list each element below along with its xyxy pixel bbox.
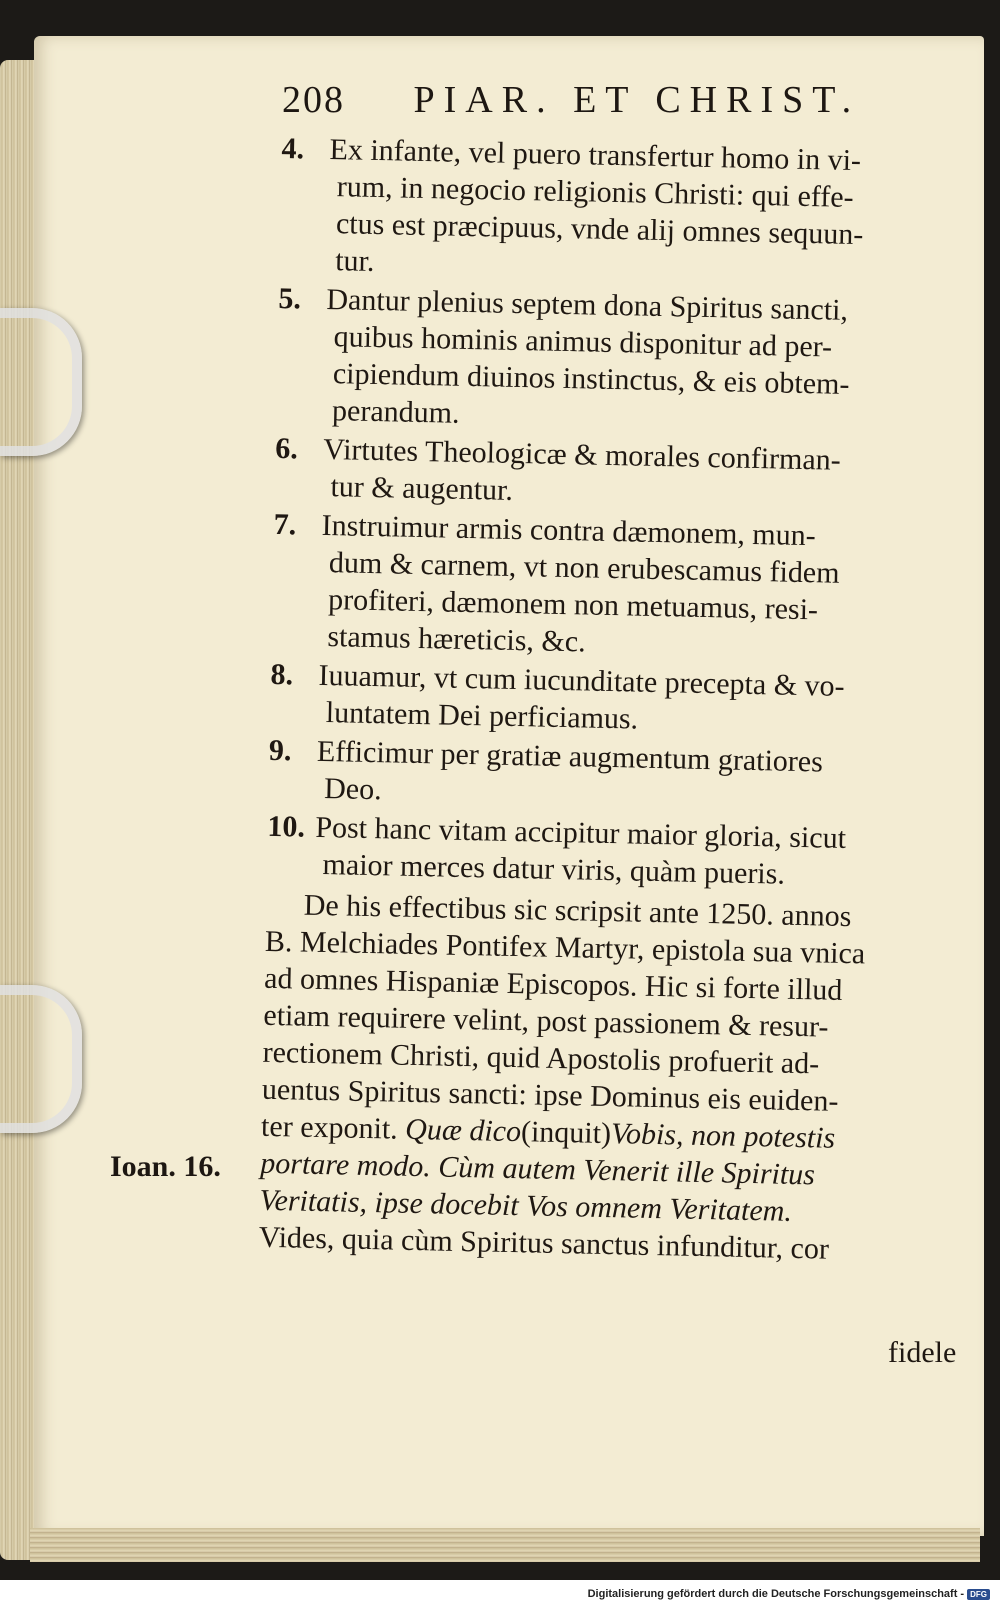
item-number: 4. bbox=[281, 131, 305, 166]
item-number: 7. bbox=[273, 507, 297, 542]
text-line: profiteri, dæmonem non metuamus, resi- bbox=[327, 583, 819, 627]
dfg-logo: DFG bbox=[967, 1589, 990, 1600]
list-item bbox=[268, 732, 949, 820]
text-line: etiam requirere velint, post passionem & resur- bbox=[263, 998, 829, 1044]
list-item bbox=[279, 130, 962, 292]
text-line: ctus est præcipuus, vnde alij omnes sequun- bbox=[335, 207, 864, 252]
page-clip-top bbox=[0, 308, 82, 456]
text-line: stamus hæreticis, &c. bbox=[327, 620, 586, 659]
text-line: quibus hominis animus disponitur ad per- bbox=[333, 320, 833, 364]
text-line: Instruimur armis contra dæmonem, mun- bbox=[321, 508, 817, 553]
text-line: luntatem Dei perficiamus. bbox=[325, 696, 639, 736]
roman-text: ter exponit. bbox=[260, 1109, 406, 1146]
item-number: 5. bbox=[278, 281, 302, 316]
italic-line: portare modo. Cùm autem Venerit ille Spiritus bbox=[260, 1146, 816, 1192]
main-text bbox=[258, 130, 961, 1270]
text-line: perandum. bbox=[331, 394, 460, 430]
text-line: dum & carnem, vt non erubescamus fidem bbox=[328, 546, 840, 590]
text-line: B. Melchiades Pontifex Martyr, epistola sua vnica bbox=[264, 924, 866, 971]
text-line: Virtutes Theologicæ & morales confirman- bbox=[322, 432, 842, 477]
text-line: Ex infante, vel puero transfertur homo in vi- bbox=[329, 133, 862, 178]
list-item bbox=[271, 506, 954, 668]
digitization-credit bbox=[588, 1588, 990, 1600]
paragraph bbox=[258, 886, 946, 1270]
item-number: 8. bbox=[270, 657, 294, 692]
text-line: Dantur plenius septem dona Spiritus sancti, bbox=[326, 282, 849, 327]
item-number: 6. bbox=[274, 431, 299, 466]
list-item bbox=[269, 656, 950, 744]
text-line: maior merces datur viris, quàm pueris. bbox=[322, 848, 786, 891]
item-number: 10. bbox=[267, 809, 306, 844]
catchword: fidele bbox=[888, 1336, 957, 1369]
credit-text: Digitalisierung gefördert durch die Deutsche Forschungsgemeinschaft - bbox=[587, 1588, 965, 1600]
text-line: Iuuamur, vt cum iucunditate precepta & vo- bbox=[318, 658, 845, 703]
text-line: Vides, quia cùm Spiritus sanctus infunditur, cor bbox=[258, 1220, 830, 1266]
text-line: tur. bbox=[334, 244, 375, 278]
running-title: PIAR. ET CHRIST. bbox=[413, 79, 861, 121]
text-line: Deo. bbox=[323, 772, 383, 807]
margin-note: Ioan. 16. bbox=[110, 1150, 221, 1183]
italic-quote: Quæ dico bbox=[404, 1112, 522, 1149]
book-bottom-edge bbox=[30, 1528, 980, 1562]
text-line: De his effectibus sic scripsit ante 1250. annos bbox=[303, 888, 852, 934]
list-item bbox=[274, 430, 955, 518]
text-line: ad omnes Hispaniæ Episcopos. Hic si forte illud bbox=[263, 961, 843, 1007]
list-item bbox=[266, 808, 947, 896]
page-header bbox=[282, 78, 942, 122]
page-number: 208 bbox=[282, 79, 345, 121]
item-number: 9. bbox=[268, 733, 292, 768]
italic-quote: Vobis, non potestis bbox=[610, 1117, 836, 1155]
text-line: tur & augentur. bbox=[330, 470, 514, 507]
text-line: rectionem Christi, quid Apostolis profuerit ad- bbox=[262, 1035, 820, 1081]
text-line: uentus Spiritus sancti: ipse Dominus eis euiden- bbox=[261, 1072, 839, 1118]
text-line: cipiendum diuinos instinctus, & eis obtem- bbox=[332, 357, 850, 401]
text-line: rum, in negocio religionis Christi: qui effe- bbox=[336, 170, 854, 214]
italic-line: Veritatis, ipse docebit Vos omnem Veritatem. bbox=[259, 1183, 793, 1228]
page-clip-bottom bbox=[0, 985, 82, 1133]
roman-text: (inquit) bbox=[520, 1115, 612, 1151]
list-item bbox=[276, 280, 959, 442]
text-line: Post hanc vitam accipitur maior gloria, sicut bbox=[315, 810, 847, 855]
text-line: Efficimur per gratiæ augmentum gratiores bbox=[316, 734, 824, 779]
